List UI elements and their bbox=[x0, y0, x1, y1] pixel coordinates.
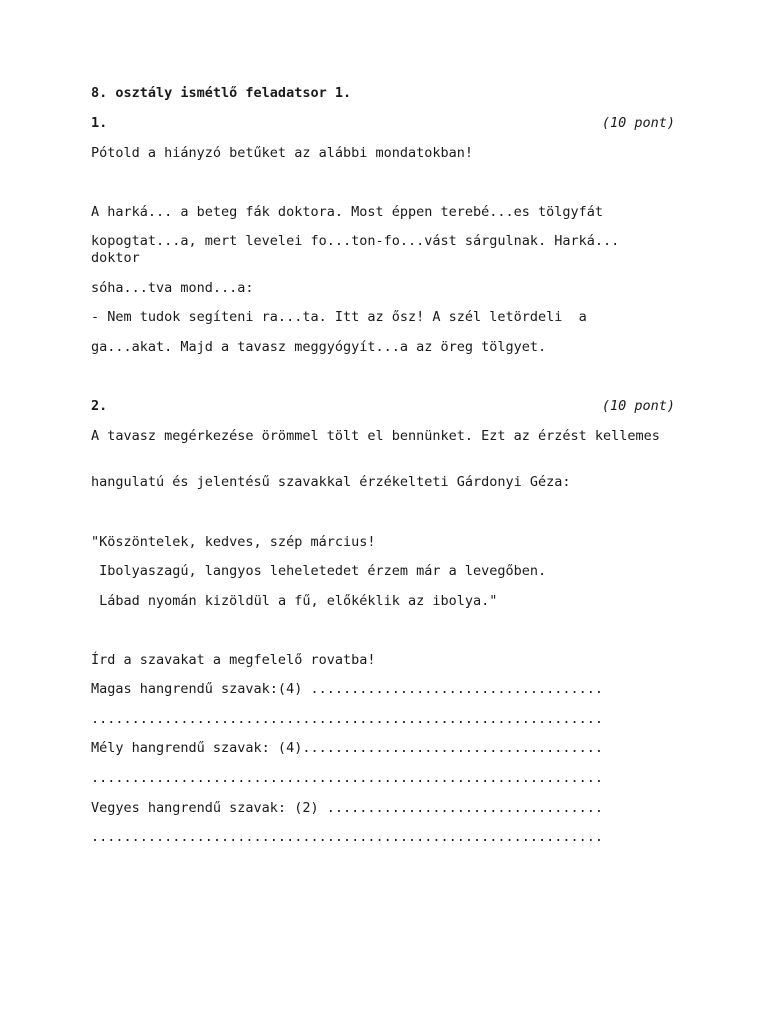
poem-quote-line: Ibolyaszagú, langyos leheletedet érzem már a levegőben. bbox=[91, 563, 547, 579]
poem-quote-line: "Köszöntelek, kedves, szép március! bbox=[91, 534, 376, 550]
task1-text-line: kopogtat...a, mert levelei fo...ton-fo...vást sárgulnak. Harká... doktor bbox=[91, 233, 628, 266]
task2-intro-line: A tavasz megérkezése örömmel tölt el bennünket. Ezt az érzést kellemes bbox=[91, 428, 660, 444]
task1-number: 1. bbox=[91, 115, 108, 131]
poem-quote-line: Lábad nyomán kizöldül a fű, előkéklik az ibolya." bbox=[91, 593, 498, 609]
task2-intro-line: hangulatú és jelentésű szavakkal érzékelteti Gárdonyi Géza: bbox=[91, 474, 571, 490]
task1-text-line: ga...akat. Majd a tavasz meggyógyít...a az öreg tölgyet. bbox=[91, 339, 547, 355]
task2-number: 2. bbox=[91, 398, 108, 414]
answer-line-mixed-vowel: Vegyes hangrendű szavak: (2) .................................. bbox=[91, 800, 604, 816]
task1-points: (10 pont) bbox=[601, 115, 675, 131]
task1-instruction: Pótold a hiányzó betűket az alábbi mondatokban! bbox=[91, 145, 474, 161]
answer-line-low-vowel: Mély hangrendű szavak: (4)..................................... bbox=[91, 740, 604, 756]
answer-line-high-vowel: Magas hangrendű szavak:(4) .................................... bbox=[91, 681, 604, 697]
task1-text-line: sóha...tva mond...a: bbox=[91, 280, 254, 296]
worksheet-title: 8. osztály ismétlő feladatsor 1. bbox=[91, 85, 352, 101]
task1-text-line: A harká... a beteg fák doktora. Most éppen terebé...es tölgyfát bbox=[91, 204, 604, 220]
task2-points: (10 pont) bbox=[601, 398, 675, 414]
answer-line-blank: ............................................................... bbox=[91, 829, 604, 845]
task2-instruction: Írd a szavakat a megfelelő rovatba! bbox=[91, 652, 376, 668]
answer-line-blank: ............................................................... bbox=[91, 770, 604, 786]
answer-line-blank: ............................................................... bbox=[91, 711, 604, 727]
task1-text-line: - Nem tudok segíteni ra...ta. Itt az ősz! A szél letördeli a bbox=[91, 309, 587, 325]
